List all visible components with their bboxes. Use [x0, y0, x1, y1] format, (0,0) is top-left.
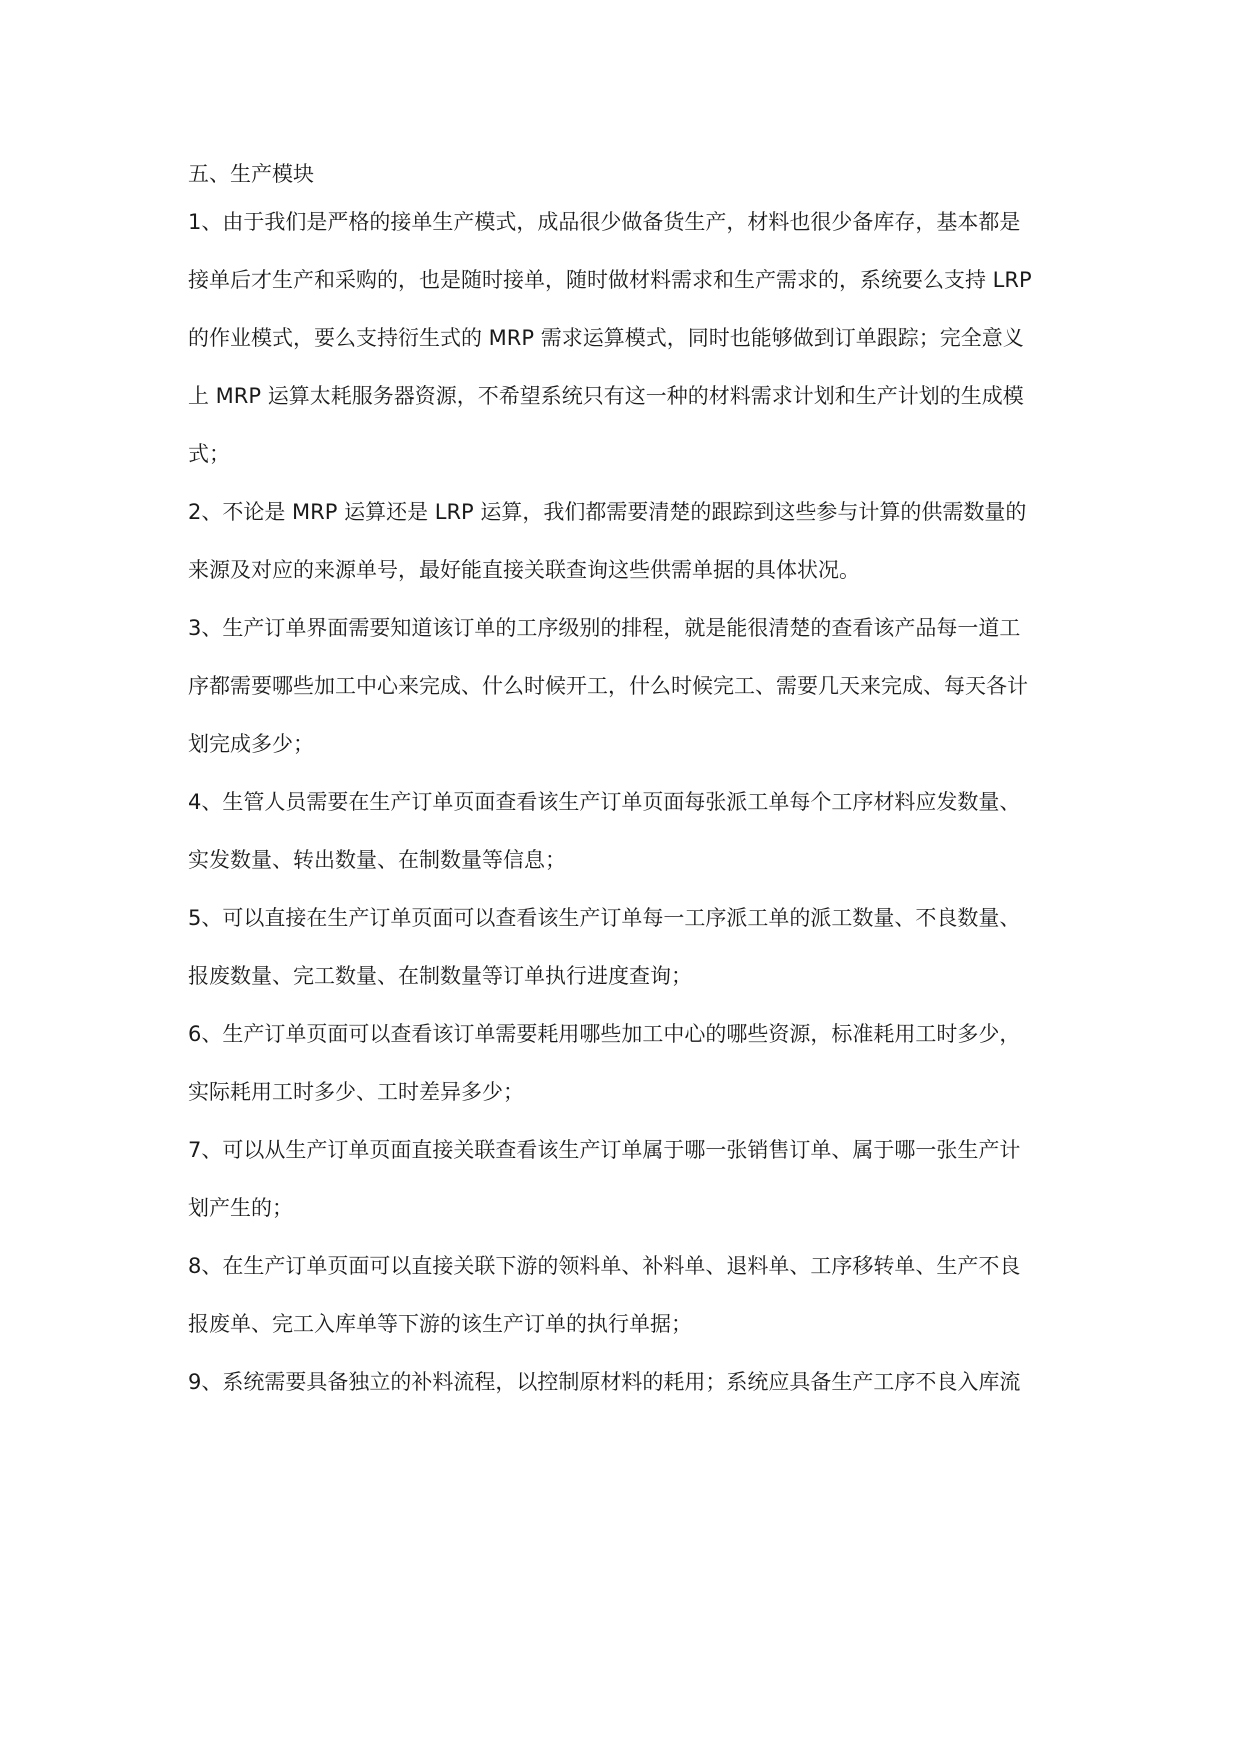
paragraph-line: 式；	[188, 442, 230, 466]
paragraph-line: 来源及对应的来源单号，最好能直接关联查询这些供需单据的具体状况。	[188, 558, 860, 582]
paragraph-line: 接单后才生产和采购的，也是随时接单，随时做材料需求和生产需求的，系统要么支持 LRP	[188, 268, 1032, 292]
paragraph-line: 实发数量、转出数量、在制数量等信息；	[188, 848, 566, 872]
section-heading: 五、生产模块	[188, 162, 314, 186]
paragraph-line: 序都需要哪些加工中心来完成、什么时候开工，什么时候完工、需要几天来完成、每天各计	[188, 674, 1028, 698]
paragraph-line: 3、生产订单界面需要知道该订单的工序级别的排程，就是能很清楚的查看该产品每一道工	[188, 616, 1021, 640]
paragraph-line: 7、可以从生产订单页面直接关联查看该生产订单属于哪一张销售订单、属于哪一张生产计	[188, 1138, 1021, 1162]
paragraph-line: 实际耗用工时多少、工时差异多少；	[188, 1080, 524, 1104]
paragraph-line: 4、生管人员需要在生产订单页面查看该生产订单页面每张派工单每个工序材料应发数量、	[188, 790, 1021, 814]
paragraph-line: 1、由于我们是严格的接单生产模式，成品很少做备货生产，材料也很少备库存，基本都是	[188, 210, 1021, 234]
paragraph-line: 9、系统需要具备独立的补料流程，以控制原材料的耗用；系统应具备生产工序不良入库流	[188, 1370, 1021, 1394]
paragraph-line: 报废单、完工入库单等下游的该生产订单的执行单据；	[188, 1312, 692, 1336]
paragraph-line: 6、生产订单页面可以查看该订单需要耗用哪些加工中心的哪些资源，标准耗用工时多少，	[188, 1022, 1021, 1046]
paragraph-line: 上 MRP 运算太耗服务器资源，不希望系统只有这一种的材料需求计划和生产计划的生成模	[188, 384, 1024, 408]
paragraph-line: 5、可以直接在生产订单页面可以查看该生产订单每一工序派工单的派工数量、不良数量、	[188, 906, 1021, 930]
paragraph-line: 划产生的；	[188, 1196, 293, 1220]
paragraph-line: 8、在生产订单页面可以直接关联下游的领料单、补料单、退料单、工序移转单、生产不良	[188, 1254, 1021, 1278]
paragraph-line: 的作业模式，要么支持衍生式的 MRP 需求运算模式，同时也能够做到订单跟踪；完全意义	[188, 326, 1024, 350]
paragraph-line: 2、不论是 MRP 运算还是 LRP 运算，我们都需要清楚的跟踪到这些参与计算的供需数量的	[188, 500, 1027, 524]
paragraph-line: 报废数量、完工数量、在制数量等订单执行进度查询；	[188, 964, 692, 988]
paragraph-line: 划完成多少；	[188, 732, 314, 756]
